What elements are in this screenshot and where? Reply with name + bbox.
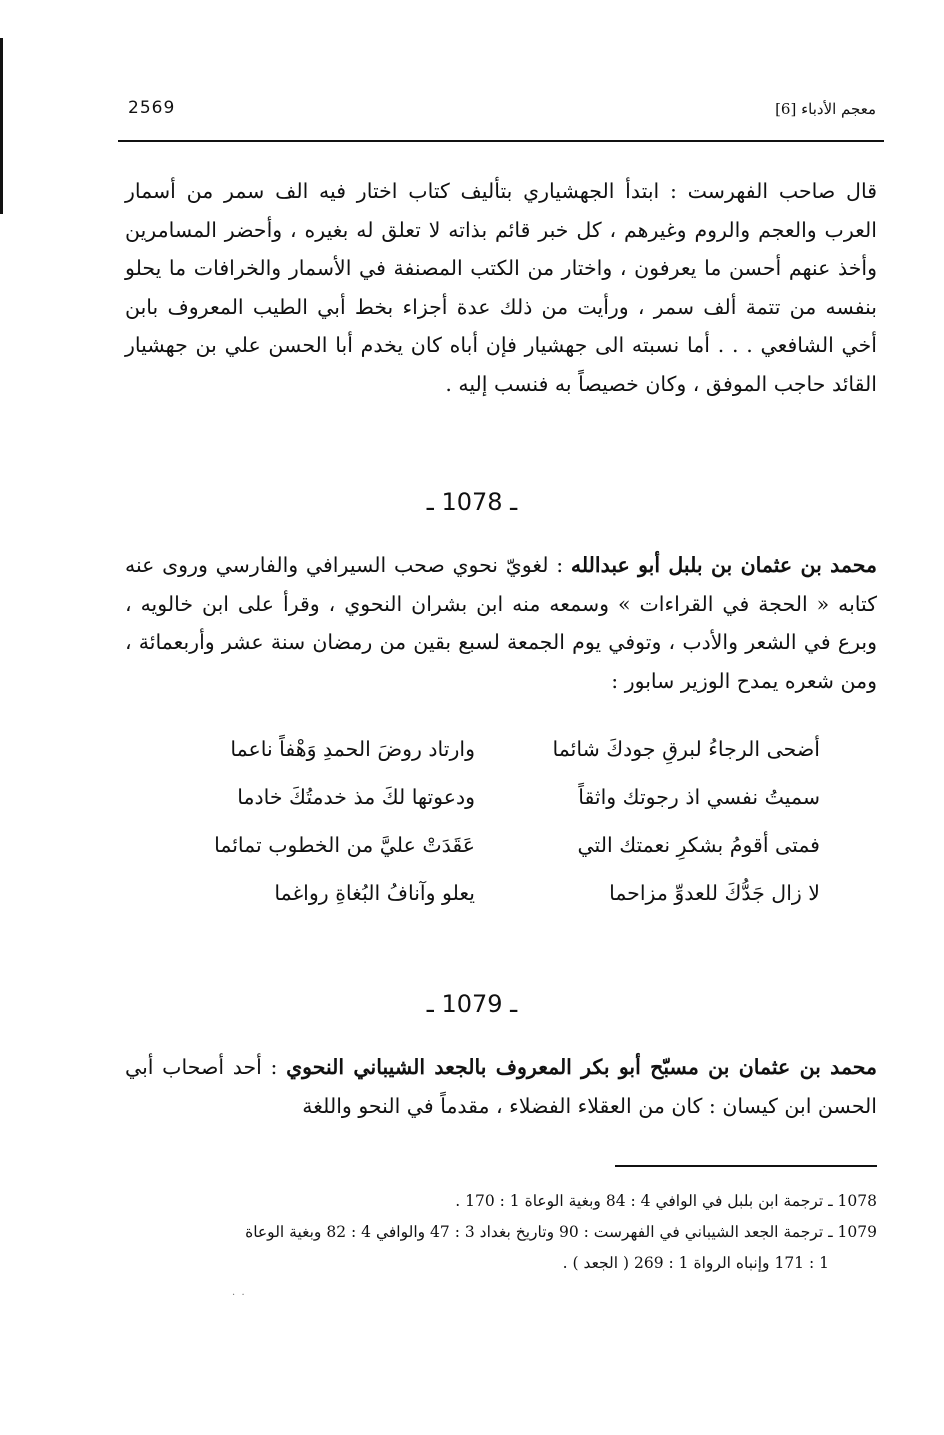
verse-4 — [180, 881, 820, 929]
entry-1079-text: : أحد أصحاب أبي الحسن ابن كيسان : كان من العقلاء الفضلاء ، مقدماً في النحو واللغة — [125, 1055, 877, 1118]
verse-1 — [180, 737, 820, 785]
footnote-1078: 1078 ـ ترجمة ابن بلبل في الوافي 4 : 84 وبغية الوعاة 1 : 170 . — [455, 1192, 877, 1210]
page-number: 2569 — [128, 98, 176, 118]
verse-1-first-hemistich: أضحى الرجاءُ لبرقِ جودكَ شائما — [552, 737, 820, 761]
entry-1078-name: محمد بن عثمان بن بلبل أبو عبدالله — [570, 553, 877, 577]
verse-2-second-hemistich: ودعوتها لكَ مذ خدمتُكَ خادما — [237, 785, 475, 809]
verse-2-first-hemistich: سميتُ نفسي اذ رجوتك واثقاً — [578, 785, 820, 809]
verse-3-first-hemistich: فمتى أقومُ بشكرِ نعمتك التي — [577, 833, 820, 857]
header-rule — [118, 140, 884, 142]
verse-3-second-hemistich: عَقَدَتْ عليَّ من الخطوب تمائما — [214, 833, 475, 857]
scan-specks: · · — [232, 1290, 245, 1301]
verse-4-second-hemistich: يعلو وآنافُ البُغاةِ رواغما — [274, 881, 475, 905]
poem — [180, 737, 820, 929]
verse-4-first-hemistich: لا زال جَدُّكَ للعدوِّ مزاحما — [609, 881, 820, 905]
entry-1079-name: محمد بن عثمان بن مسبّح أبو بكر المعروف بالجعد الشيباني النحوي — [286, 1055, 878, 1079]
entry-1078 — [125, 546, 877, 700]
verse-2 — [180, 785, 820, 833]
footnote-rule — [615, 1165, 877, 1167]
intro-paragraph: قال صاحب الفهرست : ابتدأ الجهشياري بتأليف كتاب اختار فيه الف سمر من أسمار العرب والعجم والروم وغيرهم ، كل خبر قائم بذاته لا تعلق له بغيره ، وأحضر المسامرين وأخذ عنهم أحسن ما يعرفون ، واختار من الكتب المصنفة في الأسمار والخرافات ما يحلو بنفسه من تتمة ألف سمر ، ورأيت من ذلك عدة أجزاء بخط أبي الطيب المعروف بابن أخي الشافعي . . . أما نسبته الى جهشيار فإن أباه كان يخدم أبا الحسن علي بن جهشيار القائد حاجب الموفق ، وكان خصيصاً به فنسب إليه . — [125, 179, 877, 396]
entry-number-1078: ـ 1078 ـ — [426, 488, 518, 516]
entry-1078-text: : لغويّ نحوي صحب السيرافي والفارسي وروى عنه كتابه « الحجة في القراءات » وسمعه منه ابن بشران النحوي ، وقرأ على ابن خالويه ، وبرع في الشعر والأدب ، وتوفي يوم الجمعة لسبع بقين من رمضان سنة عشر وأربعمائة ، ومن شعره يمدح الوزير سابور : — [125, 553, 877, 693]
verse-3 — [180, 833, 820, 881]
footnote-1079-continuation: 1 : 171 وإنباه الرواة 1 : 269 ( الجعد ) . — [562, 1254, 829, 1272]
footnote-1079: 1079 ـ ترجمة الجعد الشيباني في الفهرست : 90 وتاريخ بغداد 3 : 47 والوافي 4 : 82 وبغية الوعاة — [245, 1223, 877, 1241]
entry-1079 — [125, 1048, 877, 1125]
footnotes — [125, 1186, 877, 1279]
page-header — [120, 98, 880, 130]
running-title: معجم الأدباء [6] — [775, 100, 876, 118]
scan-edge-mark — [0, 38, 3, 214]
entry-number-1079: ـ 1079 ـ — [426, 990, 518, 1018]
verse-1-second-hemistich: وارتاد روضَ الحمدِ وَهْفاً ناعما — [230, 737, 475, 761]
